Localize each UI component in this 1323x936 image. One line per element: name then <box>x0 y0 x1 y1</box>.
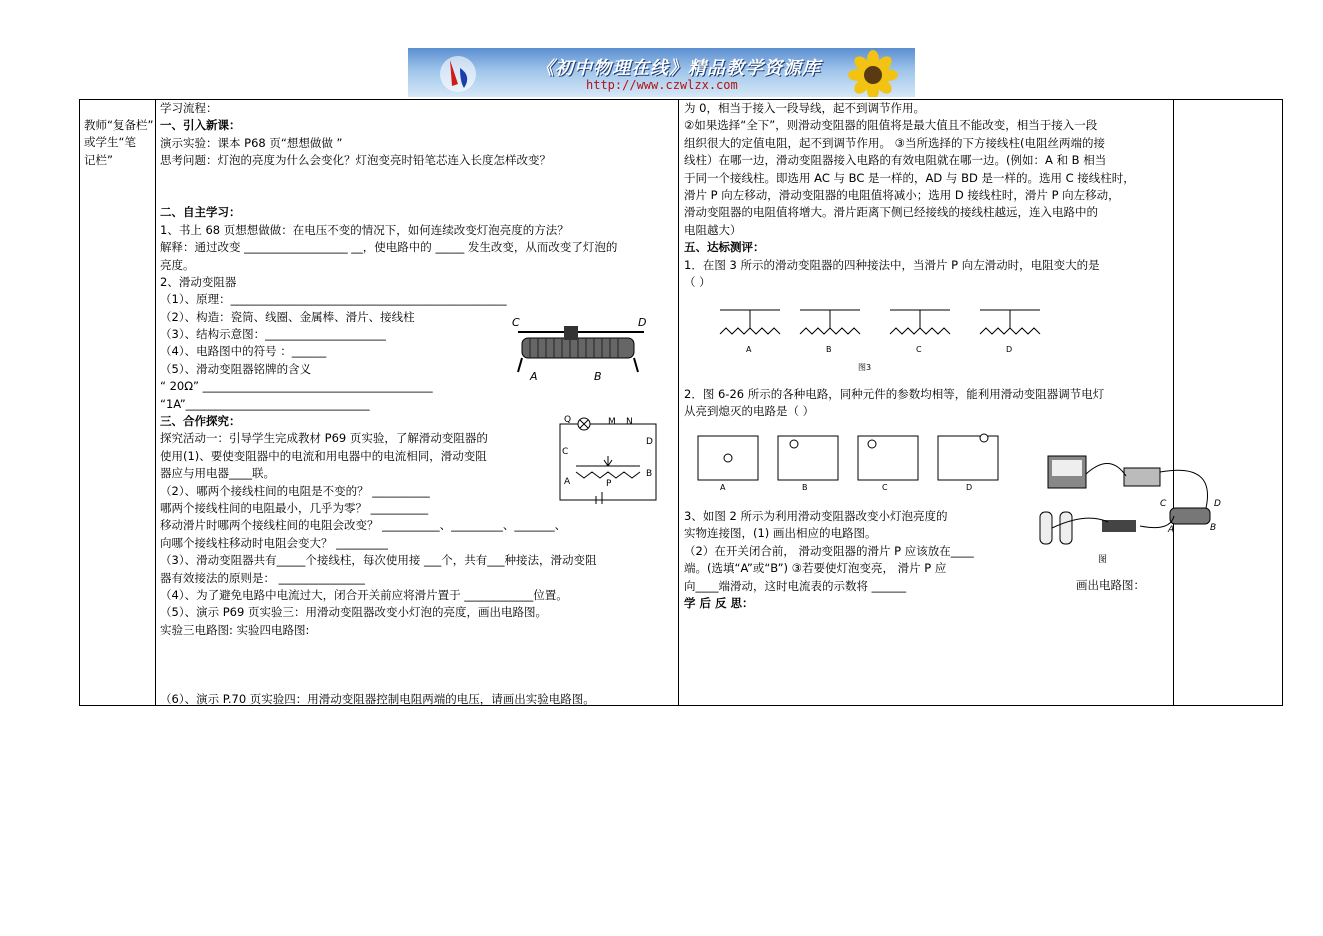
fig5-label: B <box>1210 523 1217 533</box>
question-3 <box>684 508 974 612</box>
fig2-label: B <box>646 469 653 479</box>
fig4-option-label: D <box>966 483 973 492</box>
logo-icon <box>438 54 478 94</box>
side-note-line: 记栏” <box>84 152 113 167</box>
fig1-label: A <box>530 370 538 383</box>
question-2 <box>684 386 1104 421</box>
header-banner <box>408 48 915 97</box>
text-line: （5）、滑动变阻器铭牌的含义 <box>160 361 312 376</box>
fig4-option-label: A <box>720 483 726 492</box>
column-divider <box>1173 99 1174 706</box>
text-line: 滑动变阻器的电阻值将增大。滑片距离下侧已经接线的接线柱越远，连入电路中的 <box>684 205 1098 220</box>
text-line: 探究活动一：引导学生完成教材 P69 页实验，了解滑动变阻器的 <box>160 431 488 446</box>
text-line: 器应与用电器____联。 <box>160 466 275 481</box>
fig3-option-label: C <box>916 345 922 354</box>
text-line: 学 后 反 思： <box>684 595 754 610</box>
text-line <box>160 639 617 656</box>
text-line: （6）、演示 P.70 页实验四：用滑动变阻器控制电阻两端的电压，请画出实验电路图。 <box>160 692 595 707</box>
fig2-label: Q <box>564 415 572 425</box>
fig1-label: C <box>512 316 520 329</box>
fig4-option-label: C <box>882 483 888 492</box>
text-line: 向____端滑动，这时电流表的示数将 ______ <box>684 578 907 593</box>
text-line: 1．在图 3 所示的滑动变阻器的四种接法中，当滑片 P 向左滑动时，电阻变大的是 <box>684 257 1100 272</box>
text-line: （2）、哪两个接线柱间的电阻是不变的？ __________ <box>160 483 430 498</box>
fig3-caption: 图3 <box>858 363 872 372</box>
text-line: 器有效接法的原则是： _______________ <box>160 570 365 585</box>
connection-methods-figure <box>710 298 1050 374</box>
fig5-label: A <box>1168 525 1175 535</box>
fig1-label: B <box>594 370 602 383</box>
text-line: 哪两个接线柱间的电阻最小，几乎为零？ __________ <box>160 500 429 515</box>
text-line: 二、自主学习： <box>160 205 241 220</box>
text-line: 移动滑片时哪两个接线柱间的电阻会改变？ __________、_________、_______、 <box>160 518 567 533</box>
text-line: 五、达标测评： <box>684 240 765 255</box>
fig3-option-label: B <box>826 345 832 354</box>
text-line: 2．图 6-26 所示的各种电路，同种元件的参数均相等，能利用滑动变阻器调节电灯 <box>684 387 1105 401</box>
text-line: 思考问题：灯泡的亮度为什么会变化？灯泡变亮时铅笔芯连入长度怎样改变？ <box>160 153 551 168</box>
text-line: 学习流程： <box>160 101 218 115</box>
text-line: 组织很大的定值电阻，起不到调节作用。 ③当所选择的下方接线柱(电阻丝两端的接 <box>684 135 1105 150</box>
circuit-figure <box>556 414 660 504</box>
circuits-figure <box>694 430 1014 494</box>
text-line: （3）、滑动变阻器共有_____个接线柱，每次使用接 ___个，共有___种接法，滑动变阻 <box>160 553 597 568</box>
right-column <box>684 100 1135 291</box>
side-note-line: 教师“复备栏” <box>84 118 154 132</box>
banner-url: http://www.czwlzx.com <box>586 78 738 92</box>
text-line: 亮度。 <box>160 257 195 272</box>
text-line: 3、如图 2 所示为利用滑动变阻器改变小灯泡亮度的 <box>684 509 948 523</box>
fig5-label: D <box>1214 499 1221 509</box>
text-line <box>160 170 617 187</box>
text-line: （3）、结构示意图：_____________________ <box>160 327 386 342</box>
fig5-label: C <box>1160 499 1167 509</box>
column-divider <box>678 99 679 706</box>
fig2-label: A <box>564 477 571 487</box>
text-line: （ ） <box>684 274 711 289</box>
text-line: 使用(1)、要使变阻器中的电流和用电器中的电流相同，滑动变阻 <box>160 448 487 463</box>
fig2-label: D <box>646 437 653 447</box>
text-line: 滑片 P 向左移动，滑动变阻器的电阻值将减小；选用 D 接线柱时，滑片 P 向左移动， <box>684 187 1120 202</box>
text-line: 实物连接图，(1) 画出相应的电路图。 <box>684 526 877 541</box>
fig2-label: N <box>626 417 633 427</box>
side-note <box>84 117 153 169</box>
text-line: （4）、电路图中的符号 ：______ <box>160 344 327 359</box>
fig1-label: D <box>638 316 647 329</box>
text-line: 端。(选填“A”或“B”) ③若要使灯泡变亮， 滑片 P 应 <box>684 561 947 576</box>
text-line: ②如果选择“全下”，则滑动变阻器的阻值将是最大值且不能改变，相当于接入一段 <box>684 118 1098 133</box>
text-line: “1A”________________________________ <box>160 396 370 411</box>
text-line: 解释：通过改变 __________________ __，使电路中的 _____ 发生改变，从而改变了灯泡的 <box>160 240 618 255</box>
text-line <box>160 674 617 691</box>
text-line: 2、滑动变阻器 <box>160 274 237 289</box>
fig2-label: P <box>606 479 612 489</box>
text-line: 三、合作探究： <box>160 414 241 429</box>
text-line <box>160 187 617 204</box>
fig3-option-label: A <box>746 345 752 354</box>
sunflower-icon <box>838 50 908 97</box>
fig4-option-label: B <box>802 483 808 492</box>
fig2-label: C <box>562 447 569 457</box>
banner-title: 《初中物理在线》精品教学资源库 <box>536 58 821 79</box>
fig5-caption: 图 <box>1098 555 1108 565</box>
fig3-option-label: D <box>1006 345 1013 354</box>
text-line: （2）在开关闭合前， 滑动变阻器的滑片 P 应该放在____ <box>684 543 974 558</box>
text-line: （2）、构造：瓷筒、线圈、金属棒、滑片、接线柱 <box>160 309 415 324</box>
middle-column <box>160 100 617 709</box>
text-line: 实验三电路图: 实验四电路图: <box>160 622 310 637</box>
text-line: 电阻越大） <box>684 222 742 237</box>
text-line: 演示实验：课本 P68 页“想想做做 ” <box>160 135 343 150</box>
draw-circuit-label: 画出电路图： <box>1076 578 1145 592</box>
text-line: 线柱）在哪一边，滑动变阻器接入电路的有效电阻就在哪一边。(例如：A 和 B 相当 <box>684 153 1107 168</box>
column-divider <box>155 99 156 706</box>
side-note-line: 或学生“笔 <box>84 135 136 150</box>
text-line: 一、引入新课： <box>160 118 241 133</box>
text-line <box>160 657 617 674</box>
physical-connection-figure <box>1020 452 1226 566</box>
text-line: “ 20Ω” ________________________________________ <box>160 379 433 394</box>
text-line: 于同一个接线柱。即选用 AC 与 BC 是一样的，AD 与 BD 是一样的。选用 C 接线柱时， <box>684 170 1135 185</box>
rheostat-figure <box>508 314 658 384</box>
text-line: 为 0，相当于接入一段导线，起不到调节作用。 <box>684 101 925 115</box>
fig2-label: M <box>608 417 616 427</box>
text-line: 向哪个接线柱移动时电阻会变大？ _________ <box>160 535 388 550</box>
text-line: 从亮到熄灭的电路是（ ） <box>684 404 815 419</box>
text-line: （5）、演示 P69 页实验三：用滑动变阻器改变小灯泡的亮度，画出电路图。 <box>160 605 547 620</box>
text-line: （4）、为了避免电路中电流过大，闭合开关前应将滑片置于 ____________位置。 <box>160 587 568 602</box>
text-line: （1）、原理：________________________________________________ <box>160 292 507 307</box>
text-line: 1、书上 68 页想想做做：在电压不变的情况下，如何连续改变灯泡亮度的方法？ <box>160 222 569 237</box>
